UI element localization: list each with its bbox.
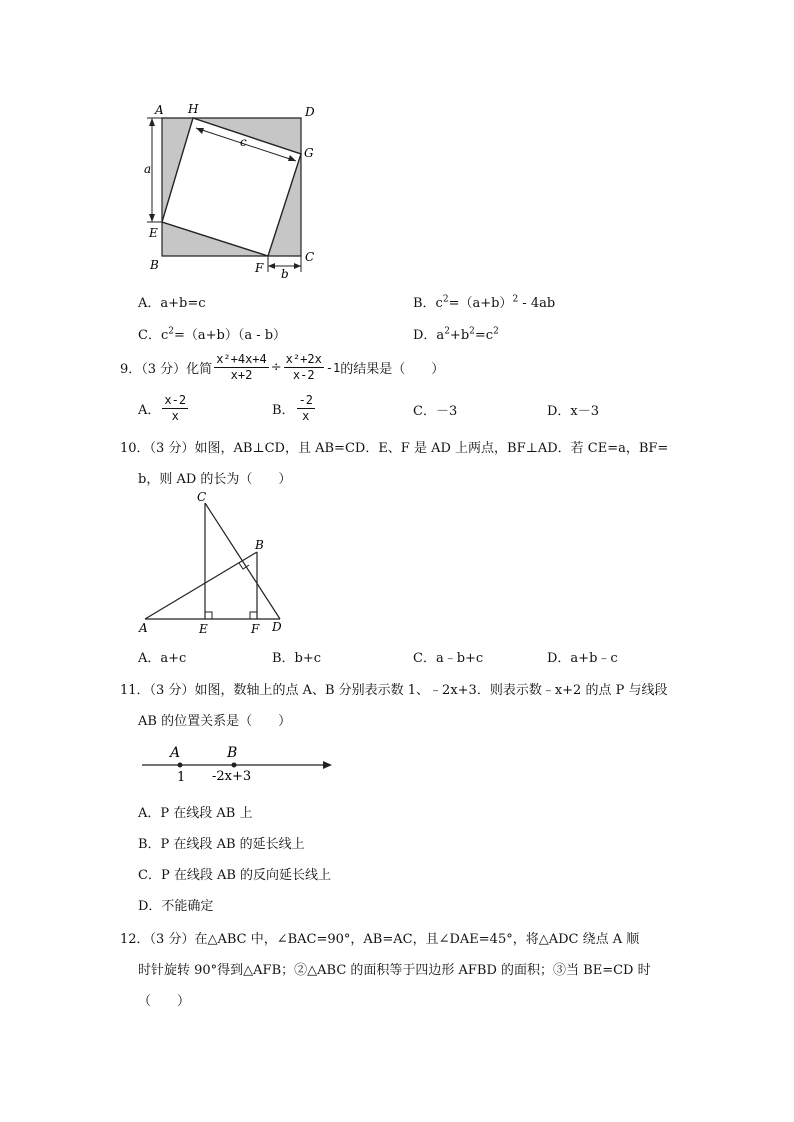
- label-A: A: [170, 745, 181, 761]
- q11-option-c[interactable]: C．P 在线段 AB 的反向延长线上: [138, 868, 332, 883]
- q8-c-prefix: C．c: [138, 328, 169, 343]
- label-G: G: [304, 146, 314, 160]
- label-D: D: [272, 620, 282, 634]
- q9-a-label: A．: [138, 403, 161, 418]
- segment-AB: [145, 552, 257, 619]
- q8-d-prefix: D．a: [413, 328, 445, 343]
- arrow-a-top: [149, 118, 155, 126]
- q8-d-end: =c: [474, 328, 494, 343]
- label-a: a: [144, 162, 152, 176]
- q9-fraction-1: [214, 352, 269, 383]
- q8-c-rest: =（a+b）（a - b）: [173, 328, 287, 343]
- q9-frac1-num: x²+4x+4: [216, 352, 267, 366]
- label-B: B: [150, 258, 159, 272]
- q8-option-a-text: A．a+b=c: [138, 296, 206, 311]
- label-E: E: [149, 226, 158, 240]
- q8-b-sup: 2: [442, 294, 449, 305]
- q8-b-sup2: 2: [512, 294, 519, 305]
- q9-stem: [120, 352, 444, 383]
- q9-minus-one: -1: [325, 360, 341, 375]
- q9-stem-prefix: 9．（3 分）化简: [120, 362, 213, 377]
- q8-b-prefix: B．c: [413, 296, 443, 311]
- figure-square-pythagoras: [130, 98, 330, 278]
- label-E: E: [199, 622, 208, 636]
- q8-option-d[interactable]: [413, 324, 499, 343]
- figure-triangles: [135, 488, 295, 638]
- q12-stem-line2: 时针旋转 90°得到△AFB；②△ABC 的面积等于四边形 AFBD 的面积；③当 BE=CD 时: [138, 963, 651, 978]
- q8-d-sup: 2: [444, 326, 450, 337]
- q8-b-tail: - 4ab: [518, 296, 556, 311]
- q8-option-a[interactable]: [138, 292, 206, 311]
- label-c: c: [240, 135, 247, 149]
- label-H: H: [188, 102, 199, 116]
- q10-option-c[interactable]: C．a﹣b+c: [413, 651, 484, 666]
- q9-frac2-num: x²+2x: [285, 352, 322, 366]
- q8-b-rest: =（a+b）: [448, 296, 513, 311]
- label-B: B: [255, 538, 264, 552]
- arrow-b-left: [268, 263, 275, 269]
- q8-d-mid: +b: [449, 328, 470, 343]
- q10-stem-line2: b，则 AD 的长为（ ）: [138, 472, 292, 487]
- q8-option-b[interactable]: [413, 292, 555, 311]
- q9-a-frac: [162, 393, 188, 424]
- arrow-b-right: [294, 263, 301, 269]
- q9-option-d[interactable]: D．x－3: [547, 404, 600, 419]
- q9-fraction-2: [284, 352, 324, 383]
- label-one: 1: [177, 770, 186, 785]
- q10-stem-line1: 10．（3 分）如图，AB⊥CD，且 AB=CD．E、F 是 AD 上两点，BF⊥AD．若 CE=a，BF=: [120, 441, 669, 456]
- q9-b-label: B．: [272, 403, 295, 418]
- q11-stem-line1: 11．（3 分）如图，数轴上的点 A、B 分别表示数 1、﹣2x+3．则表示数﹣x+2 的点 P 与线段: [120, 683, 668, 698]
- label-expr: -2x+3: [212, 769, 252, 784]
- q10-option-d[interactable]: D．a+b﹣c: [547, 651, 618, 666]
- q9-b-den: x: [302, 409, 310, 423]
- label-A: A: [155, 103, 164, 117]
- right-angle-E: [205, 612, 212, 619]
- label-D: D: [305, 105, 315, 119]
- q9-stem-suffix: 的结果是（ ）: [340, 362, 445, 377]
- q11-stem-line2: AB 的位置关系是（ ）: [138, 714, 292, 729]
- q12-stem-line1: 12．（3 分）在△ABC 中，∠BAC=90°，AB=AC，且∠DAE=45°，将△ADC 绕点 A 顺: [120, 932, 640, 947]
- q9-option-b[interactable]: [272, 393, 317, 424]
- figure-number-line: [140, 740, 340, 785]
- label-F: F: [251, 622, 260, 636]
- q11-option-b[interactable]: B．P 在线段 AB 的延长线上: [138, 837, 305, 852]
- point-B: [232, 763, 237, 768]
- q9-option-c[interactable]: C．－3: [413, 404, 458, 419]
- arrow-a-bottom: [149, 214, 155, 222]
- q9-a-den: x: [171, 409, 179, 423]
- q8-d-sup3: 2: [493, 326, 499, 337]
- q8-d-sup2: 2: [469, 326, 475, 337]
- q9-divide: ÷: [270, 360, 282, 375]
- q9-b-frac: [297, 393, 315, 424]
- q8-option-c[interactable]: [138, 324, 286, 343]
- point-A: [178, 763, 183, 768]
- right-angle-F: [250, 612, 257, 619]
- label-B: B: [227, 745, 238, 761]
- label-F: F: [255, 261, 264, 275]
- q9-frac1-den: x+2: [230, 368, 253, 382]
- q10-option-a[interactable]: A．a+c: [138, 651, 187, 666]
- q9-a-num: x-2: [164, 393, 187, 407]
- axis-arrowhead: [323, 761, 332, 769]
- q11-option-a[interactable]: A．P 在线段 AB 上: [138, 806, 253, 821]
- q12-stem-line3: （ ）: [138, 994, 191, 1009]
- q9-b-num: -2: [298, 393, 314, 407]
- q8-c-sup: 2: [168, 326, 174, 337]
- q11-option-d[interactable]: D．不能确定: [138, 899, 214, 914]
- label-b: b: [281, 267, 289, 278]
- label-C: C: [197, 490, 207, 504]
- q9-frac2-den: x-2: [292, 368, 315, 382]
- q10-option-b[interactable]: B．b+c: [272, 651, 322, 666]
- label-C: C: [305, 250, 315, 264]
- q9-option-a[interactable]: [138, 393, 190, 424]
- label-A: A: [139, 621, 148, 635]
